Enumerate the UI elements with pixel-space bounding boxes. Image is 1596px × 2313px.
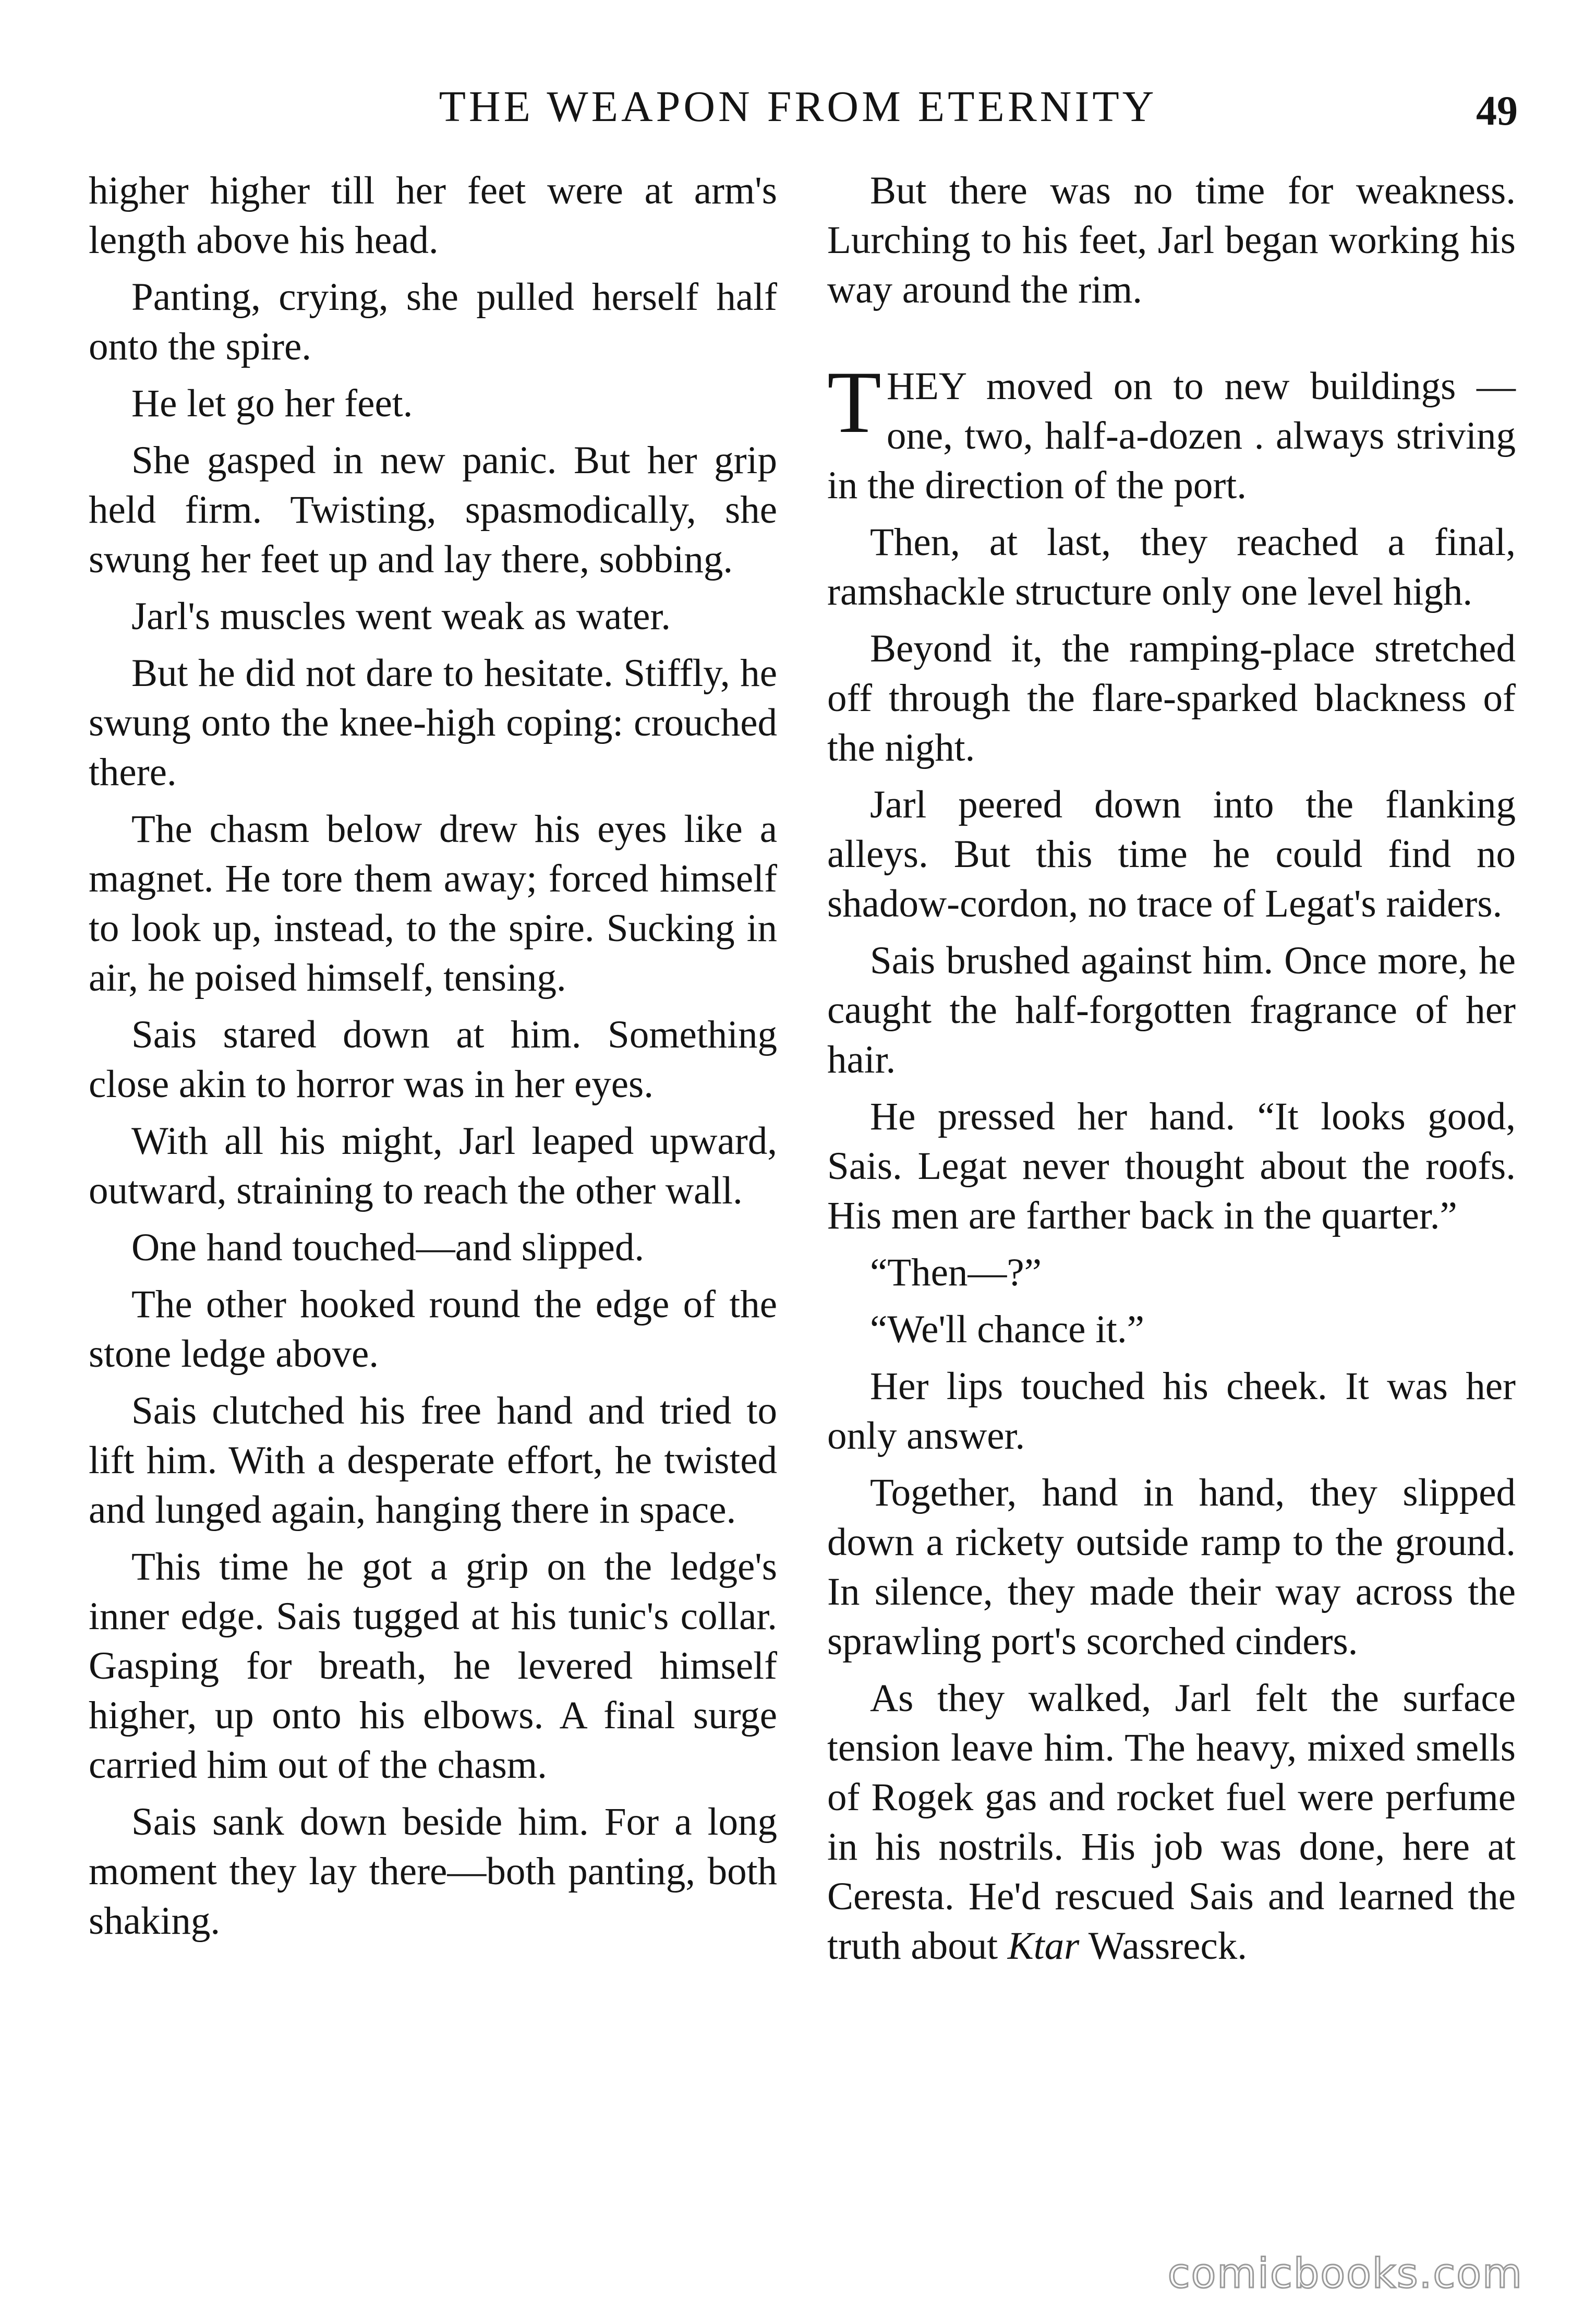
page-number: 49 bbox=[1476, 88, 1518, 134]
paragraph: Jarl's muscles went weak as water. bbox=[131, 595, 671, 638]
paragraph: Then, at last, they reached a final, ramshackle structure only one level high. bbox=[827, 521, 1516, 613]
paragraph: She gasped in new panic. But her grip held firm. Twisting, spasmodically, she swung her feet up and lay there, sobbing. bbox=[89, 439, 777, 581]
watermark: comicbooks.com bbox=[1167, 2250, 1523, 2297]
paragraph: One hand touched—and slipped. bbox=[131, 1226, 645, 1269]
left-column bbox=[89, 166, 777, 1953]
paragraph: He pressed her hand. “It looks good, Sais. Legat never thought about the roofs. His men are farther back in the quarter.” bbox=[827, 1095, 1516, 1237]
paragraph: This time he got a grip on the ledge's inner edge. Sais tugged at his tunic's collar. Gasping for breath, he levered himself higher, up onto his elbows. A final surge carried him out of the chasm. bbox=[89, 1545, 777, 1787]
paragraph: “Then—?” bbox=[870, 1251, 1042, 1294]
paragraph: higher higher till her feet were at arm's length above his head. bbox=[89, 169, 777, 262]
paragraph: Beyond it, the ramping-place stretched off through the flare-sparked blackness of the night. bbox=[827, 627, 1516, 769]
section-start-paragraph bbox=[827, 353, 1516, 510]
drop-cap: T bbox=[827, 353, 881, 451]
final-paragraph-end: Wassreck. bbox=[1079, 1924, 1247, 1968]
paragraph: Panting, crying, she pulled herself half onto the spire. bbox=[89, 275, 777, 368]
running-title: THE WEAPON FROM ETERNITY bbox=[439, 82, 1157, 131]
paragraph: Sais sank down beside him. For a long moment they lay there—both panting, both shaking. bbox=[89, 1800, 777, 1943]
paragraph: The other hooked round the edge of the stone ledge above. bbox=[89, 1283, 777, 1376]
paragraph: Sais clutched his free hand and tried to lift him. With a desperate effort, he twisted and lunged again, hanging there in space. bbox=[89, 1389, 777, 1532]
paragraph: But he did not dare to hesitate. Stiffly, he swung onto the knee-high coping: crouched there. bbox=[89, 652, 777, 794]
paragraph: Jarl peered down into the flanking alleys. But this time he could find no shadow-cordon, no trace of Legat's raiders. bbox=[827, 783, 1516, 925]
paragraph: But there was no time for weakness. Lurching to his feet, Jarl began working his way around the rim. bbox=[827, 169, 1516, 311]
paragraph: The chasm below drew his eyes like a magnet. He tore them away; forced himself to look up, instead, to the spire. Sucking in air, he poised himself, tensing. bbox=[89, 808, 777, 999]
paragraph: Sais stared down at him. Something close akin to horror was in her eyes. bbox=[89, 1013, 777, 1106]
paragraph: He let go her feet. bbox=[131, 382, 413, 425]
final-paragraph bbox=[827, 1673, 1516, 1971]
italic-name: Ktar bbox=[1007, 1924, 1080, 1968]
paragraph: Together, hand in hand, they slipped down a rickety outside ramp to the ground. In silence, they made their way across the sprawling port's scorched cinders. bbox=[827, 1471, 1516, 1663]
paragraph: With all his might, Jarl leaped upward, outward, straining to reach the other wall. bbox=[89, 1119, 777, 1212]
page-header bbox=[0, 78, 1596, 136]
right-column bbox=[827, 166, 1516, 1978]
paragraph: Sais brushed against him. Once more, he caught the half-forgotten fragrance of her hair. bbox=[827, 939, 1516, 1081]
final-paragraph-text: As they walked, Jarl felt the surface tension leave him. The heavy, mixed smells of Rogek gas and rocket fuel were perfume in his nostrils. His job was done, here at Ceresta. He'd rescued Sais and learned the truth about bbox=[827, 1677, 1516, 1968]
section-start-text: HEY moved on to new buildings —one, two, half-a-dozen . always striving in the direction of the port. bbox=[827, 365, 1516, 507]
paragraph: “We'll chance it.” bbox=[870, 1308, 1144, 1351]
paragraph: Her lips touched his cheek. It was her only answer. bbox=[827, 1365, 1516, 1457]
